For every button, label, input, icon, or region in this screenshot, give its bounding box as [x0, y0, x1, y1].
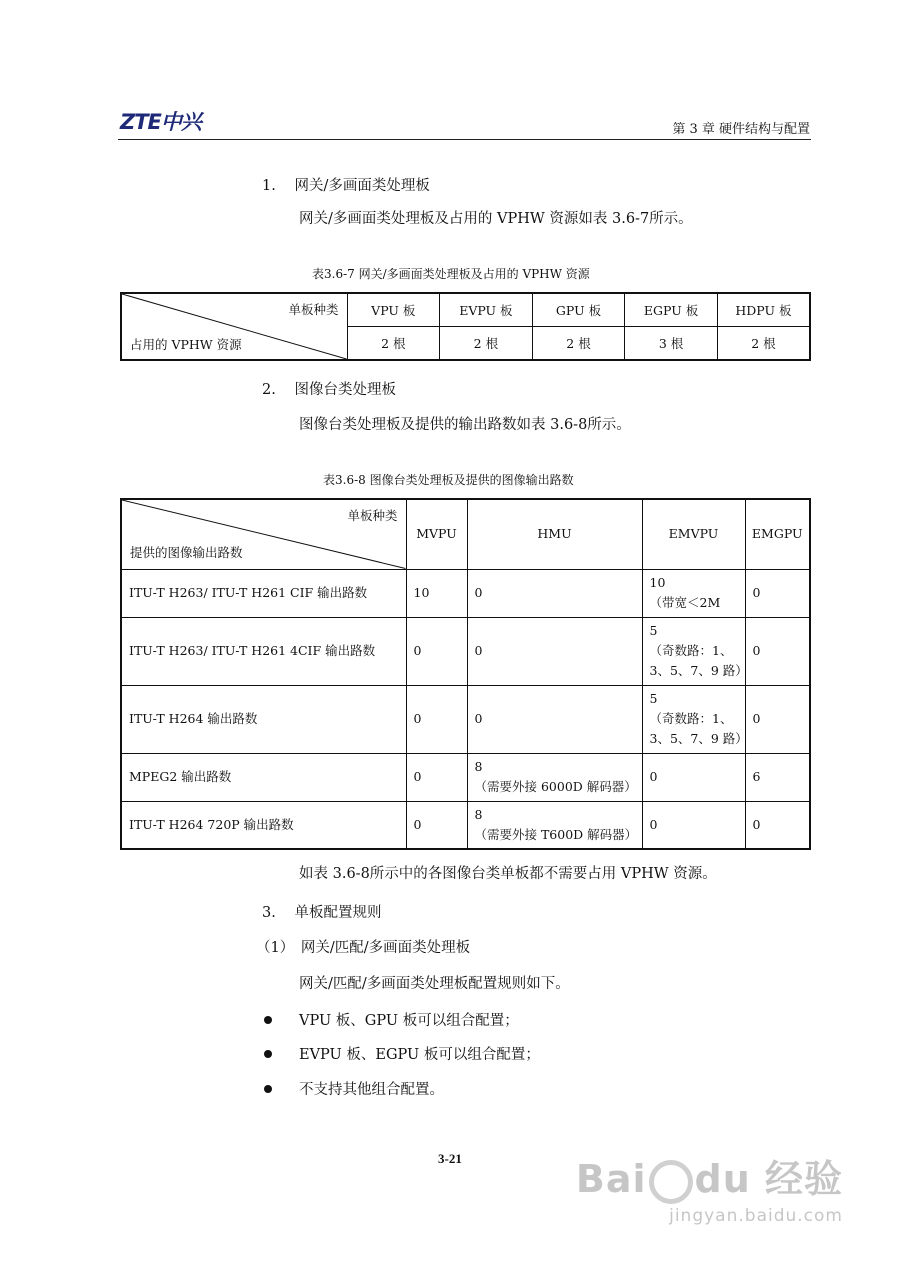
- table-1-header: EGPU 板: [625, 293, 718, 327]
- zte-logo: ZTE中兴: [120, 110, 201, 134]
- table-1-corner-bottom: 占用的 VPHW 资源: [130, 337, 242, 352]
- watermark-url: jingyan.baidu.com: [669, 1205, 843, 1226]
- table-1-header: HDPU 板: [717, 293, 810, 327]
- table-2-corner-cell: [121, 499, 406, 569]
- table-1-value: 2 根: [532, 327, 625, 361]
- table-cell: 0: [406, 685, 467, 753]
- table-2-header: EMGPU: [745, 499, 810, 569]
- subsection-1-number: （1）: [256, 940, 295, 956]
- table-cell: 0: [406, 801, 467, 849]
- subsection-1-intro: 网关/匹配/多画面类处理板配置规则如下。: [299, 976, 570, 992]
- table-row: [121, 753, 810, 801]
- bullet-icon: [264, 1050, 272, 1058]
- bullet-item: 不支持其他组合配置。: [299, 1082, 444, 1098]
- page-number: 3-21: [438, 1151, 462, 1166]
- section-3-title: 单板配置规则: [294, 905, 382, 921]
- table-row: [121, 685, 810, 753]
- bullet-item: VPU 板、GPU 板可以组合配置；: [299, 1013, 519, 1029]
- table-cell: 8 （需要外接 T600D 解码器）: [467, 801, 642, 849]
- subsection-1-heading: [256, 936, 470, 957]
- table-1-header: EVPU 板: [440, 293, 533, 327]
- section-1-number: 1.: [262, 178, 276, 194]
- table-cell: 0: [745, 801, 810, 849]
- section-3-number: 3.: [262, 905, 276, 921]
- table-cell: 0: [467, 569, 642, 617]
- section-3-heading: [262, 901, 381, 922]
- row-label: ITU-T H263/ ITU-T H261 4CIF 输出路数: [121, 617, 406, 685]
- baidu-jingyan-watermark: [576, 1148, 843, 1226]
- header-divider: [118, 139, 811, 140]
- watermark-main-a: Bai: [575, 1157, 647, 1201]
- table-cell: 6: [745, 753, 810, 801]
- table-row: [121, 801, 810, 849]
- table-cell: 0: [406, 753, 467, 801]
- table-2-corner-top: 单板种类: [347, 508, 398, 523]
- paw-icon: [649, 1160, 693, 1204]
- table-cell: 5 （奇数路：1、 3、5、7、9 路）: [642, 685, 745, 753]
- table-note: 如表 3.6-8所示中的各图像台类单板都不需要占用 VPHW 资源。: [299, 866, 717, 882]
- table-1-value: 2 根: [440, 327, 533, 361]
- section-2-heading: [262, 378, 396, 399]
- table-cell: 0: [745, 569, 810, 617]
- section-1-title: 网关/多画面类处理板: [294, 178, 430, 194]
- table-2-header: MVPU: [406, 499, 467, 569]
- section-2-title: 图像台类处理板: [294, 382, 396, 398]
- table-cell: 8 （需要外接 6000D 解码器）: [467, 753, 642, 801]
- section-1-intro: 网关/多画面类处理板及占用的 VPHW 资源如表 3.6-7所示。: [299, 211, 693, 227]
- bullet-item: EVPU 板、EGPU 板可以组合配置；: [299, 1047, 540, 1063]
- row-label: ITU-T H263/ ITU-T H261 CIF 输出路数: [121, 569, 406, 617]
- table-row: [121, 617, 810, 685]
- table-cell: 0: [467, 685, 642, 753]
- table-1-value: 2 根: [347, 327, 440, 361]
- vphw-resource-table: [120, 292, 811, 361]
- section-2-number: 2.: [262, 382, 276, 398]
- table-cell: 0: [745, 685, 810, 753]
- table-cell: 0: [467, 617, 642, 685]
- table-cell: 0: [406, 617, 467, 685]
- chapter-title: 第 3 章 硬件结构与配置: [672, 122, 810, 137]
- table-2-corner-bottom: 提供的图像输出路数: [130, 544, 243, 560]
- table-1-value: 3 根: [625, 327, 718, 361]
- table-cell: 0: [745, 617, 810, 685]
- row-label: ITU-T H264 720P 输出路数: [121, 801, 406, 849]
- section-1-heading: [262, 174, 430, 195]
- table-1-header: VPU 板: [347, 293, 440, 327]
- table-2-header: EMVPU: [642, 499, 745, 569]
- watermark-main-b: du 经验: [694, 1157, 843, 1201]
- subsection-1-title: 网关/匹配/多画面类处理板: [300, 940, 471, 956]
- table-cell: 0: [642, 801, 745, 849]
- image-output-table: [120, 498, 811, 850]
- table-1-header: GPU 板: [532, 293, 625, 327]
- table-cell: 10 （带宽＜2M: [642, 569, 745, 617]
- table-1-caption: 表3.6-7 网关/多画面类处理板及占用的 VPHW 资源: [312, 267, 590, 281]
- table-cell: 10: [406, 569, 467, 617]
- table-cell: 0: [642, 753, 745, 801]
- bullet-icon: [264, 1016, 272, 1024]
- table-2-caption: 表3.6-8 图像台类处理板及提供的图像输出路数: [323, 473, 574, 487]
- table-2-header: HMU: [467, 499, 642, 569]
- table-cell: 5 （奇数路：1、 3、5、7、9 路）: [642, 617, 745, 685]
- section-2-intro: 图像台类处理板及提供的输出路数如表 3.6-8所示。: [299, 417, 631, 433]
- bullet-icon: [264, 1085, 272, 1093]
- row-label: ITU-T H264 输出路数: [121, 685, 406, 753]
- table-1-corner-top: 单板种类: [288, 302, 339, 317]
- row-label: MPEG2 输出路数: [121, 753, 406, 801]
- table-1-value: 2 根: [717, 327, 810, 361]
- table-row: [121, 569, 810, 617]
- table-1-corner-cell: [121, 293, 347, 360]
